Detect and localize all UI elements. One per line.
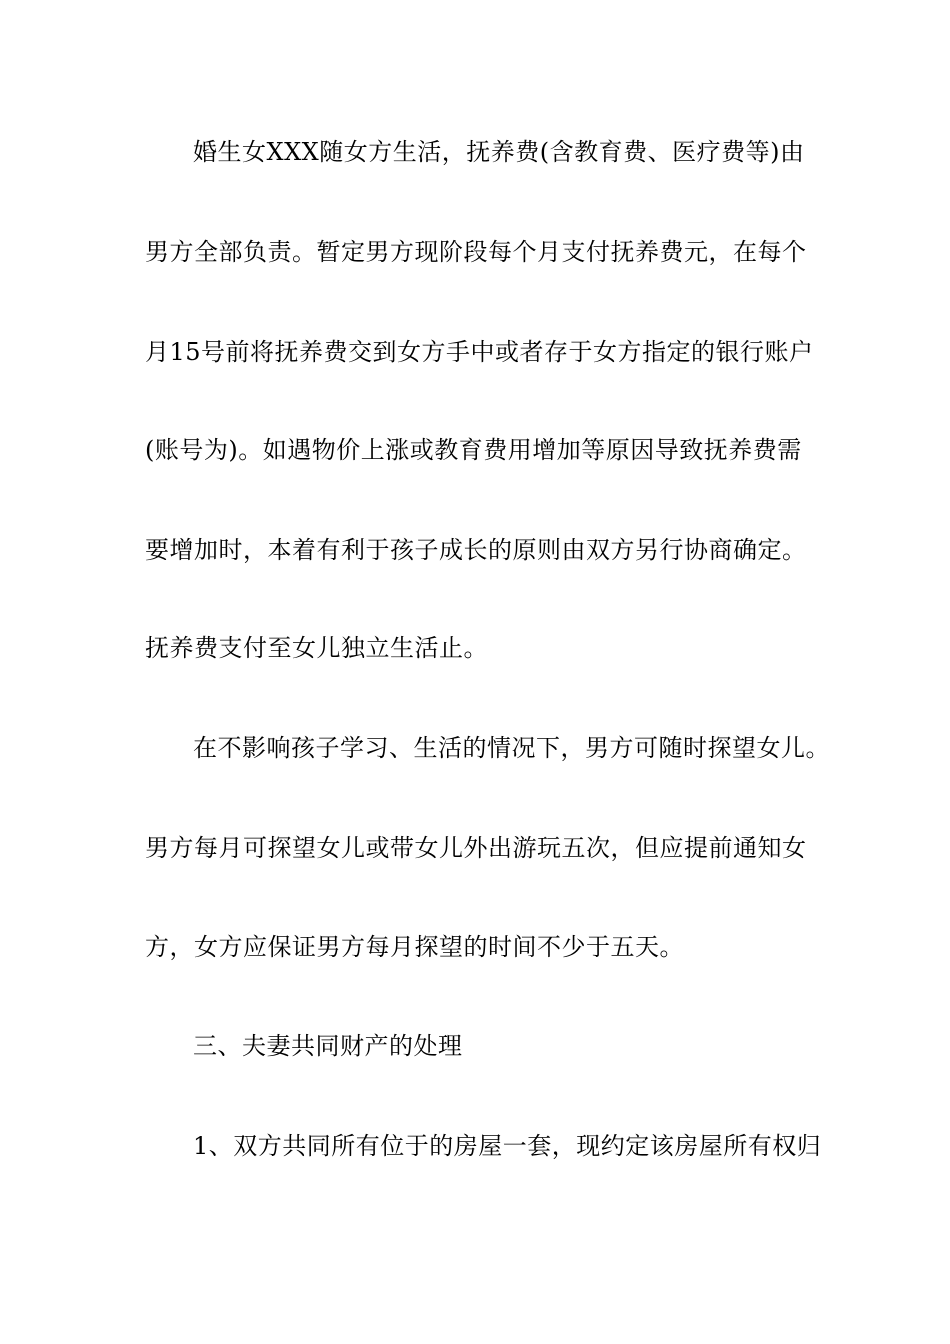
paragraph-line: 方，女方应保证男方每月探望的时间不少于五天。 xyxy=(145,933,684,961)
paragraph-line: 月15号前将抚养费交到女方手中或者存于女方指定的银行账户 xyxy=(145,338,814,366)
paragraph-line: 男方全部负责。暂定男方现阶段每个月支付抚养费元，在每个 xyxy=(145,238,807,266)
section-heading: 三、夫妻共同财产的处理 xyxy=(193,1032,463,1060)
paragraph-line: 1、双方共同所有位于的房屋一套，现约定该房屋所有权归 xyxy=(193,1132,822,1160)
paragraph-line: 男方每月可探望女儿或带女儿外出游玩五次，但应提前通知女 xyxy=(145,834,807,862)
paragraph-line: 抚养费支付至女儿独立生活止。 xyxy=(145,634,488,662)
paragraph-line: 婚生女XXX随女方生活，抚养费(含教育费、医疗费等)由 xyxy=(193,138,805,166)
paragraph-line: (账号为)。如遇物价上涨或教育费用增加等原因导致抚养费需 xyxy=(145,436,802,464)
paragraph-line: 要增加时，本着有利于孩子成长的原则由双方另行协商确定。 xyxy=(145,536,807,564)
paragraph-line: 在不影响孩子学习、生活的情况下，男方可随时探望女儿。 xyxy=(193,734,830,762)
